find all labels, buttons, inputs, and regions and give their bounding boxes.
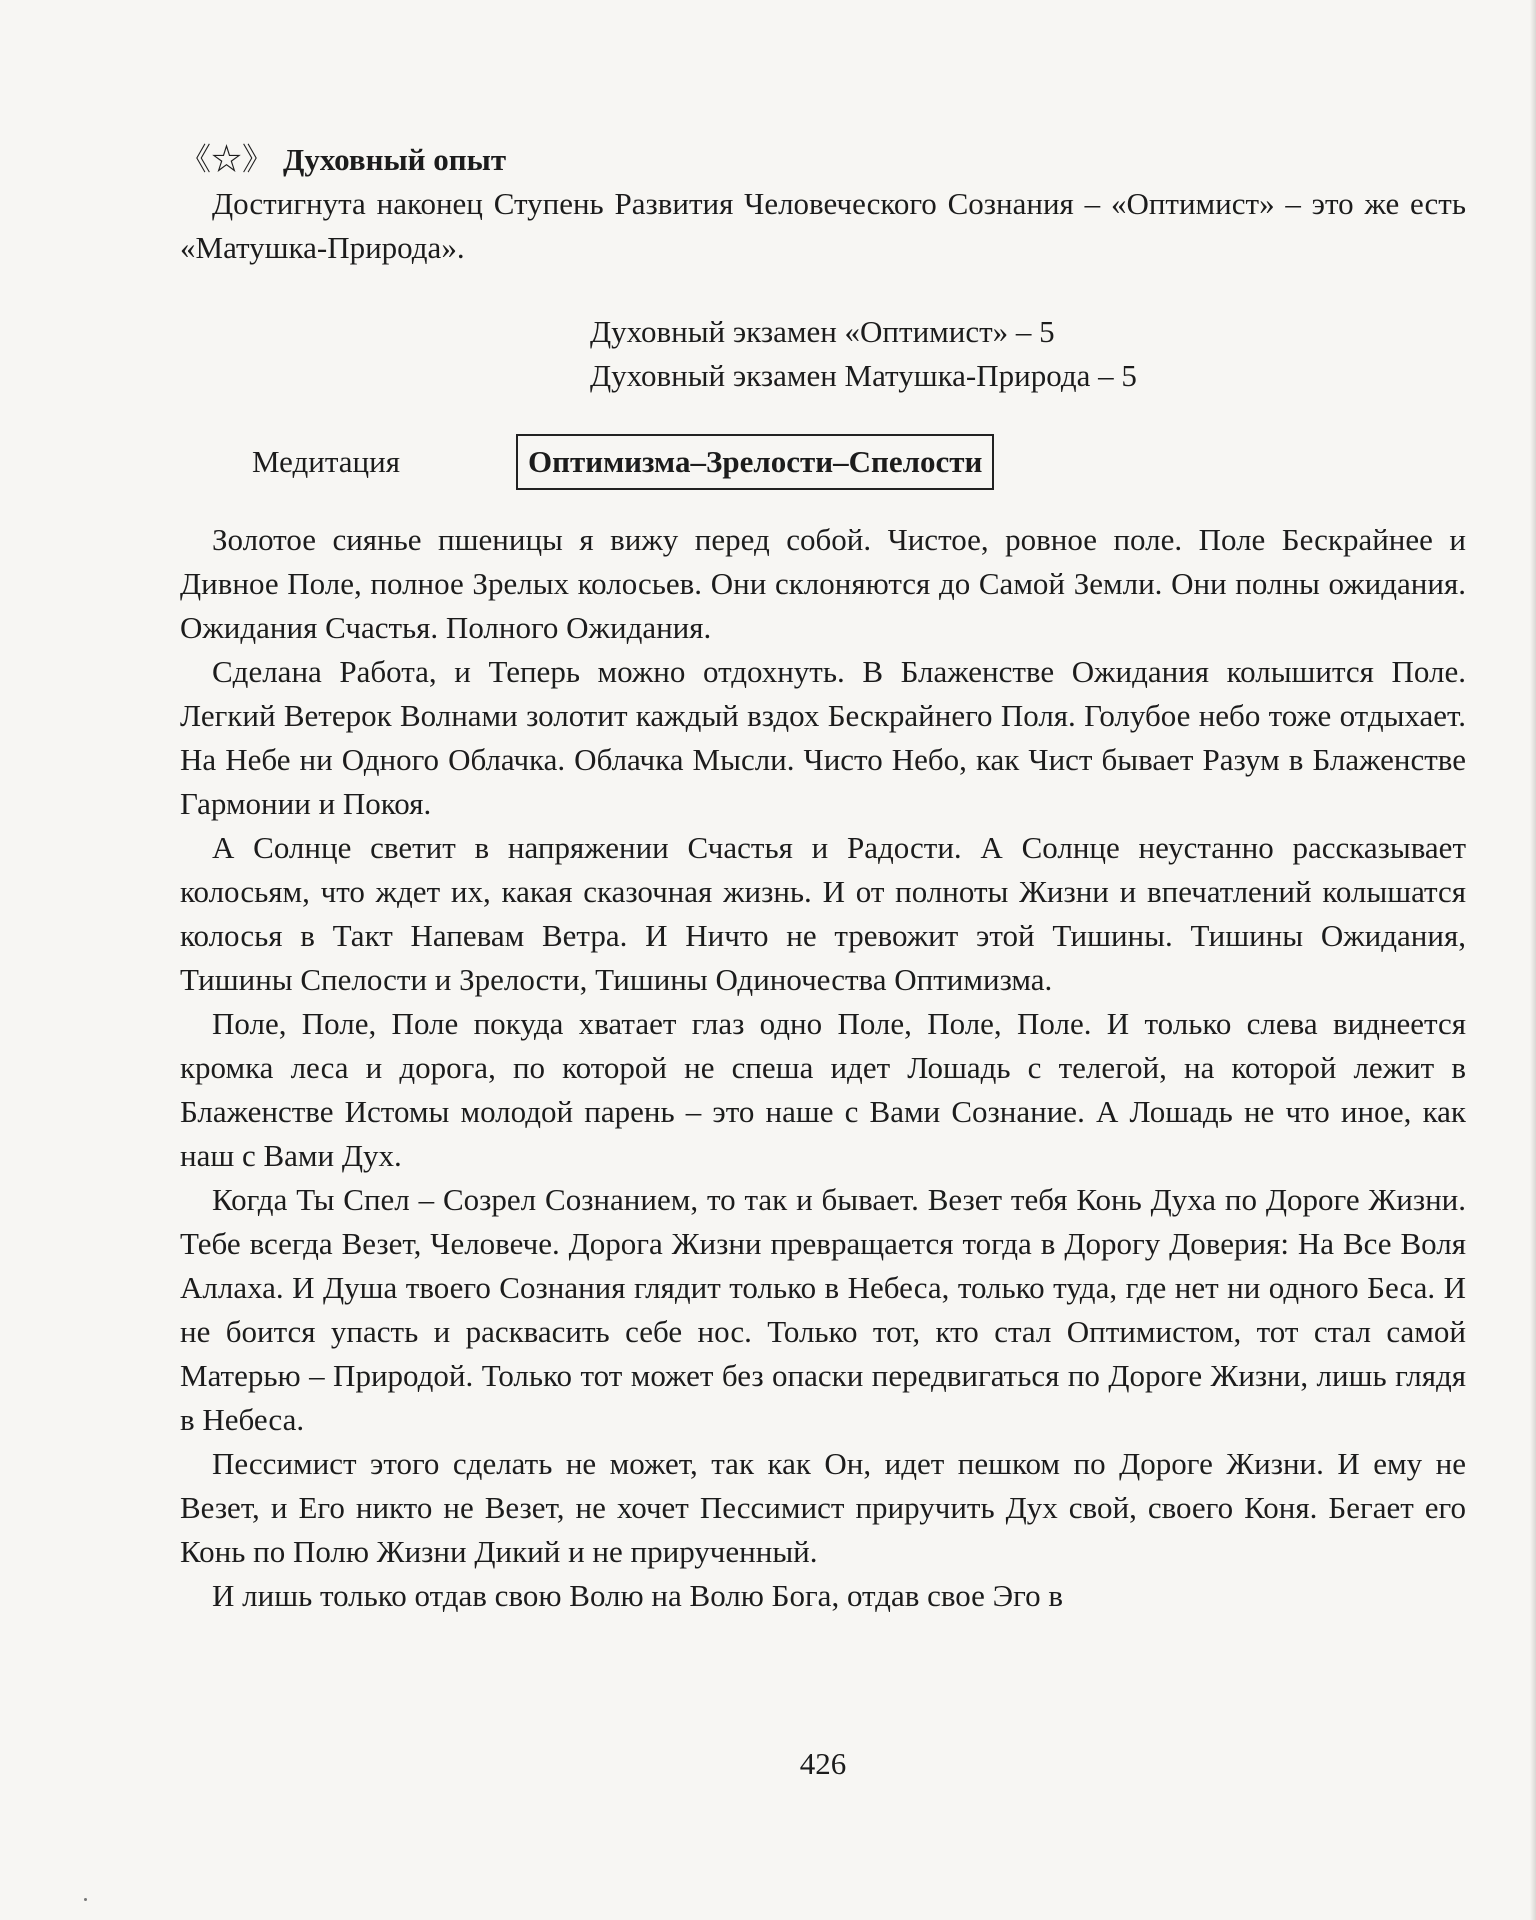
- scan-speck: [84, 1898, 87, 1901]
- meditation-title-box: Оптимизма–Зрелости–Спелости: [516, 434, 994, 490]
- section-heading: [180, 140, 1466, 180]
- page-content: [180, 140, 1466, 1618]
- paragraph-2: Сделана Работа, и Теперь можно отдохнуть. В Блаженстве Ожидания колышится Поле. Легкий Ветерок Волнами золотит каждый вздох Бескрайнего Поля. Голубое небо тоже отдыхает. На Небе ни Одного Облачка. Облачка Мысли. Чисто Небо, как Чист бывает Разум в Блаженстве Гармонии и Покоя.: [180, 654, 1466, 821]
- page-number: 426: [799, 1746, 847, 1781]
- meditation-label: Медитация: [252, 444, 400, 479]
- exam-list: [590, 310, 1466, 398]
- meditation-text: [180, 518, 1466, 1618]
- meditation-header: [180, 434, 1466, 490]
- paragraph-1: Золотое сиянье пшеницы я вижу перед собой. Чистое, ровное поле. Поле Бескрайнее и Дивное Поле, полное Зрелых колосьев. Они склоняются до Самой Земли. Они полны ожидания. Ожидания Счастья. Полного Ожидания.: [180, 522, 1466, 645]
- intro-paragraph: Достигнута наконец Ступень Развития Человеческого Сознания – «Оптимист» – это же есть «Матушка-Природа».: [180, 186, 1466, 265]
- page-edge: [1530, 0, 1536, 1920]
- paragraph-6: Пессимист этого сделать не может, так как Он, идет пешком по Дороге Жизни. И ему не Везет, и Его никто не Везет, не хочет Пессимист приручить Дух свой, своего Коня. Бегает его Конь по Полю Жизни Дикий и не прирученный.: [180, 1446, 1466, 1569]
- exam-line-1: Духовный экзамен «Оптимист» – 5: [590, 314, 1055, 349]
- paragraph-4: Поле, Поле, Поле покуда хватает глаз одно Поле, Поле, Поле. И только слева виднеется кромка леса и дорога, по которой не спеша идет Лошадь с телегой, на которой лежит в Блаженстве Истомы молодой парень – это наше с Вами Сознание. А Лошадь не что иное, как наш с Вами Дух.: [180, 1006, 1466, 1173]
- paragraph-5: Когда Ты Спел – Созрел Сознанием, то так и бывает. Везет тебя Конь Духа по Дороге Жизни. Тебе всегда Везет, Человече. Дорога Жизни превращается тогда в Дорогу Доверия: На Все Воля Аллаха. И Душа твоего Сознания глядит только в Небеса, только туда, где нет ни одного Беса. И не боится упасть и расквасить себе нос. Только тот, кто стал Оптимистом, тот стал самой Матерью – Природой. Только тот может без опаски передвигаться по Дороге Жизни, лишь глядя в Небеса.: [180, 1182, 1466, 1437]
- paragraph-7: И лишь только отдав свою Волю на Волю Бога, отдав свое Эго в: [212, 1578, 1063, 1613]
- section-title: Духовный опыт: [283, 142, 507, 177]
- exam-line-2: Духовный экзамен Матушка-Природа – 5: [590, 358, 1137, 393]
- star-mark-icon: 《☆》: [180, 142, 273, 177]
- paragraph-3: А Солнце светит в напряжении Счастья и Радости. А Солнце неустанно рассказывает колосьям, что ждет их, какая сказочная жизнь. И от полноты Жизни и впечатлений колышатся колосья в Такт Напевам Ветра. И Ничто не тревожит этой Тишины. Тишины Ожидания, Тишины Спелости и Зрелости, Тишины Одиночества Оптимизма.: [180, 830, 1466, 997]
